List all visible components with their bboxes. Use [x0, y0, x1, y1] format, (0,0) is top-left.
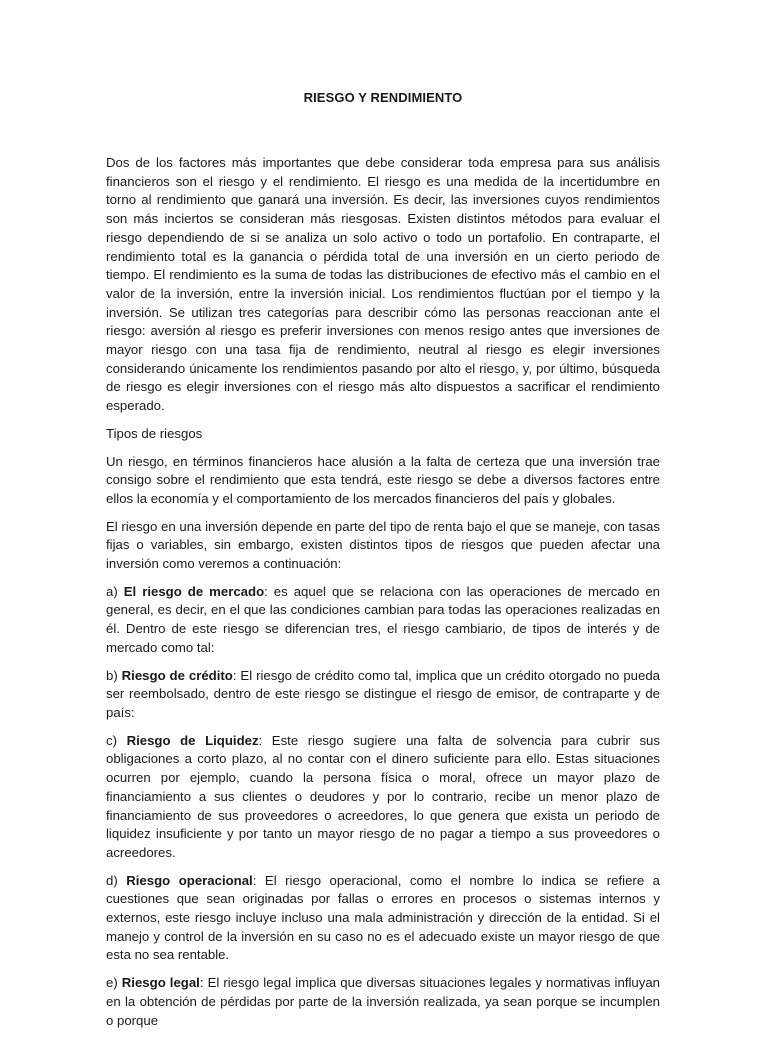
item-text: : Este riesgo sugiere una falta de solvencia para cubrir sus obligaciones a corto plazo, al no contar con el dinero suficiente para ello. Estas situaciones ocurren por ejemplo, cuando la persona física o moral, ofrece un mayor plazo de financiamiento a sus clientes o deudores y por lo contrario, recibe un menor plazo de financiamiento de sus proveedores o acreedores, lo que genera que exista un periodo de liquidez insuficiente y por tanto un mayor riesgo de no pagar a tiempo a sus proveedores o acreedores.: [106, 732, 660, 860]
risk-item-liquidity: [106, 732, 660, 863]
item-text: : El riesgo operacional, como el nombre lo indica se refiere a cuestiones que sean originadas por fallas o errores en procesos o sistemas internos y externos, este riesgo incluye incluso una mala administración y dirección de la entidad. Si el manejo y control de la inversión en su caso no es el adecuado existe un mayor riesgo de que esta no sea rentable.: [106, 872, 660, 963]
item-text: : El riesgo legal implica que diversas situaciones legales y normativas influyan en la obtención de pérdidas por parte de la inversión realizada, ya sean porque se incumplen o porque: [106, 975, 661, 1028]
types-paragraph-2: El riesgo en una inversión depende en parte del tipo de renta bajo el que se maneje, con tasas fijas o variables, sin embargo, existen distintos tipos de riesgos que pueden afectar una inversión como veremos a continuación:: [106, 518, 660, 572]
item-text: : es aquel que se relaciona con las operaciones de mercado en general, es decir, en el que las condiciones cambian para todas las operaciones realizadas en él. Dentro de este riesgo se diferencian tres, el riesgo cambiario, de tipos de interés y de mercado como tal:: [106, 583, 661, 655]
item-text: : El riesgo de crédito como tal, implica que un crédito otorgado no pueda ser reembolsado, dentro de este riesgo se distingue el riesgo de emisor, de contraparte y de país:: [106, 667, 660, 720]
intro-paragraph: Dos de los factores más importantes que debe considerar toda empresa para sus análisis financieros son el riesgo y el rendimiento. El riesgo es una medida de la incertidumbre en torno al rendimiento que ganará una inversión. Es decir, las inversiones cuyos rendimientos son más inciertos se consideran más riesgosas. Existen distintos métodos para evaluar el riesgo dependiendo de si se analiza un solo activo o todo un portafolio. En contraparte, el rendimiento total es la ganancia o pérdida total de una inversión en un cierto periodo de tiempo. El rendimiento es la suma de todas las distribuciones de efectivo más el cambio en el valor de la inversión, entre la inversión inicial. Los rendimientos fluctúan por el tiempo y la inversión. Se utilizan tres categorías para describir cómo las personas reaccionan ante el riesgo: aversión al riesgo es preferir inversiones con menos resigo antes que inversiones de mayor riesgo con una tasa fija de rendimiento, neutral al riesgo es elegir inversiones considerando únicamente los rendimientos pasando por alto el riesgo, y, por último, búsqueda de riesgo es elegir inversiones con el riesgo más alto dispuestos a sacrificar el rendimiento esperado.: [106, 155, 660, 414]
risk-item-operational: [106, 872, 660, 966]
item-term: Riesgo legal: [121, 975, 200, 991]
risk-item-legal: [106, 974, 660, 1030]
risk-item-market: [106, 583, 660, 658]
section-heading-tipos-de-riesgos: Tipos de riesgos: [106, 425, 203, 441]
document-title: RIESGO Y RENDIMIENTO: [303, 90, 463, 105]
risk-item-credit: [106, 667, 660, 723]
item-prefix: c): [106, 732, 127, 748]
item-prefix: b): [106, 667, 122, 683]
item-term: Riesgo de crédito: [121, 667, 233, 683]
item-prefix: e): [106, 975, 122, 991]
item-prefix: a): [106, 583, 124, 599]
document-page: [106, 88, 660, 1039]
types-paragraph-1: Un riesgo, en términos financieros hace alusión a la falta de certeza que una inversión trae consigo sobre el rendimiento que esta tendrá, este riesgo se debe a diversos factores entre ellos la economía y el comportamiento de los mercados financieros del país y globales.: [106, 453, 660, 506]
item-term: Riesgo de Liquidez: [126, 732, 259, 748]
item-term: El riesgo de mercado: [123, 583, 265, 599]
item-term: Riesgo operacional: [126, 872, 253, 888]
item-prefix: d): [106, 872, 127, 888]
